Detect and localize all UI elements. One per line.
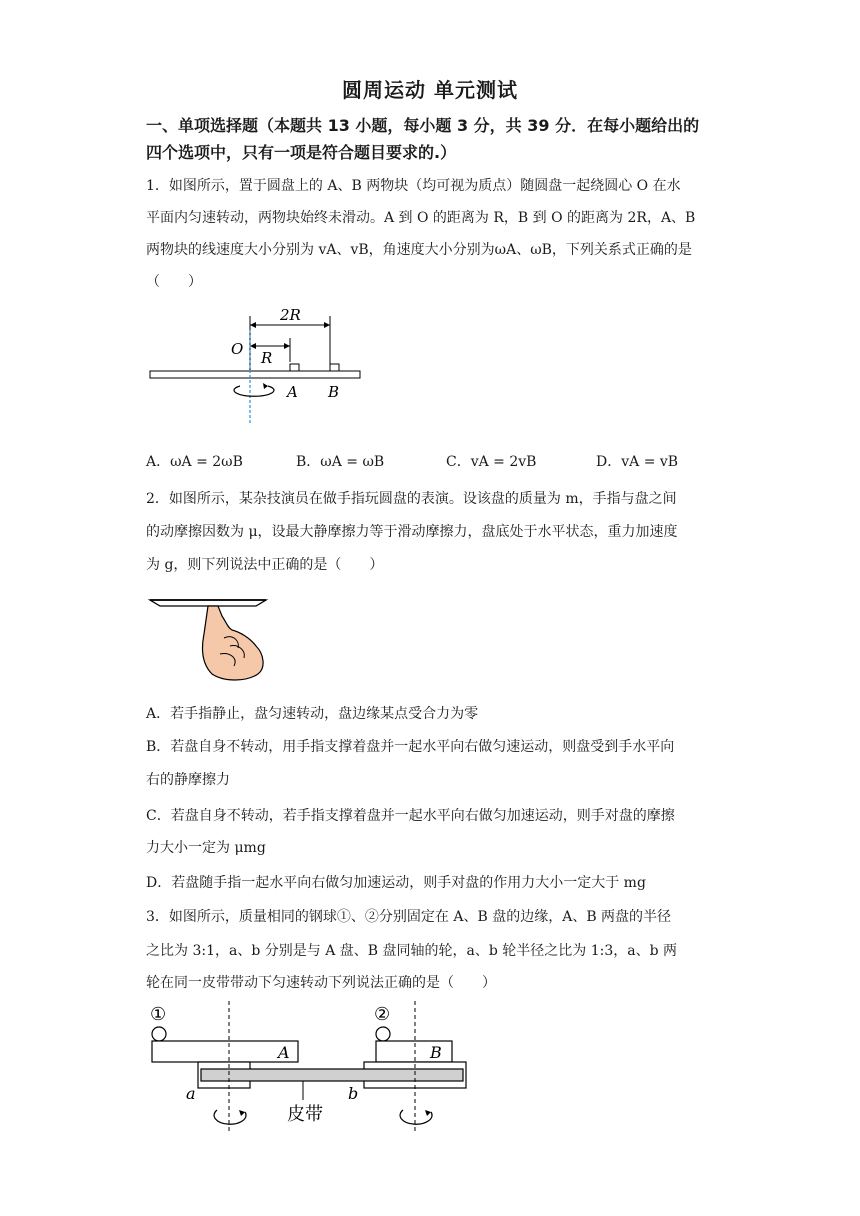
page-title: 圆周运动 单元测试: [342, 78, 518, 102]
q3-ball-2: [376, 1027, 390, 1041]
q3-label-b: b: [348, 1084, 359, 1103]
q3-ball-1-label: ①: [150, 1004, 167, 1025]
q2-line-1: 2．如图所示，某杂技演员在做手指玩圆盘的表演。设该盘的质量为 m，手指与盘之间: [146, 491, 677, 507]
q2-option-c-line-2[interactable]: 力大小一定为 μmg: [146, 840, 266, 856]
q2-option-d[interactable]: D．若盘随手指一起水平向右做匀加速运动，则手对盘的作用力大小一定大于 mg: [146, 875, 646, 891]
q1-disk: [150, 371, 360, 378]
q1-block-a: [290, 364, 299, 371]
q3-label-a: a: [186, 1084, 196, 1103]
q1-label-R: R: [261, 349, 273, 367]
q2-option-a[interactable]: A．若手指静止，盘匀速转动，盘边缘某点受合力为零: [146, 706, 479, 722]
q3-label-A: A: [278, 1043, 290, 1062]
q1-line-2: 平面内匀速转动，两物块始终未滑动。A 到 O 的距离为 R，B 到 O 的距离为 2R，A、B: [146, 210, 696, 226]
q1-line-3: 两物块的线速度大小分别为 vA、vB，角速度大小分别为ωA、ωB，下列关系式正确的是: [146, 242, 692, 258]
q1-line-1: 1．如图所示，置于圆盘上的 A、B 两物块（均可视为质点）随圆盘一起绕圆心 O 在水: [146, 178, 681, 194]
q2-hand: [203, 606, 264, 680]
section-heading-line-2: 四个选项中，只有一项是符合题目要求的.）: [146, 143, 457, 162]
section-heading-line-1: 一、单项选择题（本题共 13 小题，每小题 3 分，共 39 分．在每小题给出的: [146, 116, 700, 135]
q1-rotation-arrow-icon: [234, 386, 274, 396]
q3-ball-2-label: ②: [374, 1004, 391, 1025]
q3-label-B: B: [430, 1043, 442, 1062]
q2-line-2: 的动摩擦因数为 μ，设最大静摩擦力等于滑动摩擦力，盘底处于水平状态，重力加速度: [146, 524, 678, 540]
q1-label-O: O: [231, 340, 244, 358]
q2-plate: [150, 600, 266, 606]
q1-block-b: [330, 364, 339, 371]
q3-line-2: 之比为 3:1，a、b 分别是与 A 盘、B 盘同轴的轮，a、b 轮半径之比为 1:3，a、b 两: [146, 943, 677, 959]
q1-label-2R: 2R: [280, 306, 301, 324]
q3-line-3: 轮在同一皮带带动下匀速转动下列说法正确的是（ ）: [146, 975, 496, 991]
q1-option-c[interactable]: C．vA = 2vB: [446, 454, 537, 470]
q2-option-b-line-1[interactable]: B．若盘自身不转动，用手指支撑着盘并一起水平向右做匀速运动，则盘受到手水平向: [146, 739, 675, 755]
q3-ball-1: [152, 1027, 166, 1041]
q1-figure-disk: [140, 300, 380, 430]
q1-option-b[interactable]: B．ωA = ωB: [296, 454, 385, 470]
q3-figure-belt-drive: [145, 1000, 475, 1135]
q3-belt: [201, 1069, 463, 1081]
q1-label-A: A: [287, 383, 298, 401]
q2-line-3: 为 g，则下列说法中正确的是（ ）: [146, 557, 384, 573]
q2-option-b-line-2[interactable]: 右的静摩擦力: [146, 772, 230, 788]
q1-option-a[interactable]: A．ωA = 2ωB: [146, 454, 243, 470]
q3-line-1: 3．如图所示，质量相同的钢球①、②分别固定在 A、B 盘的边缘，A、B 两盘的半径: [146, 909, 672, 925]
q2-figure-hand-plate: [146, 594, 271, 684]
q1-label-B: B: [328, 383, 340, 401]
q1-option-d[interactable]: D．vA = vB: [596, 454, 679, 470]
q2-option-c-line-1[interactable]: C．若盘自身不转动，若手指支撑着盘并一起水平向右做匀加速运动，则手对盘的摩擦: [146, 808, 675, 824]
q1-line-4: （ ）: [146, 274, 202, 290]
q3-disk-a-large: [152, 1041, 298, 1062]
q3-belt-label: 皮带: [287, 1104, 323, 1125]
